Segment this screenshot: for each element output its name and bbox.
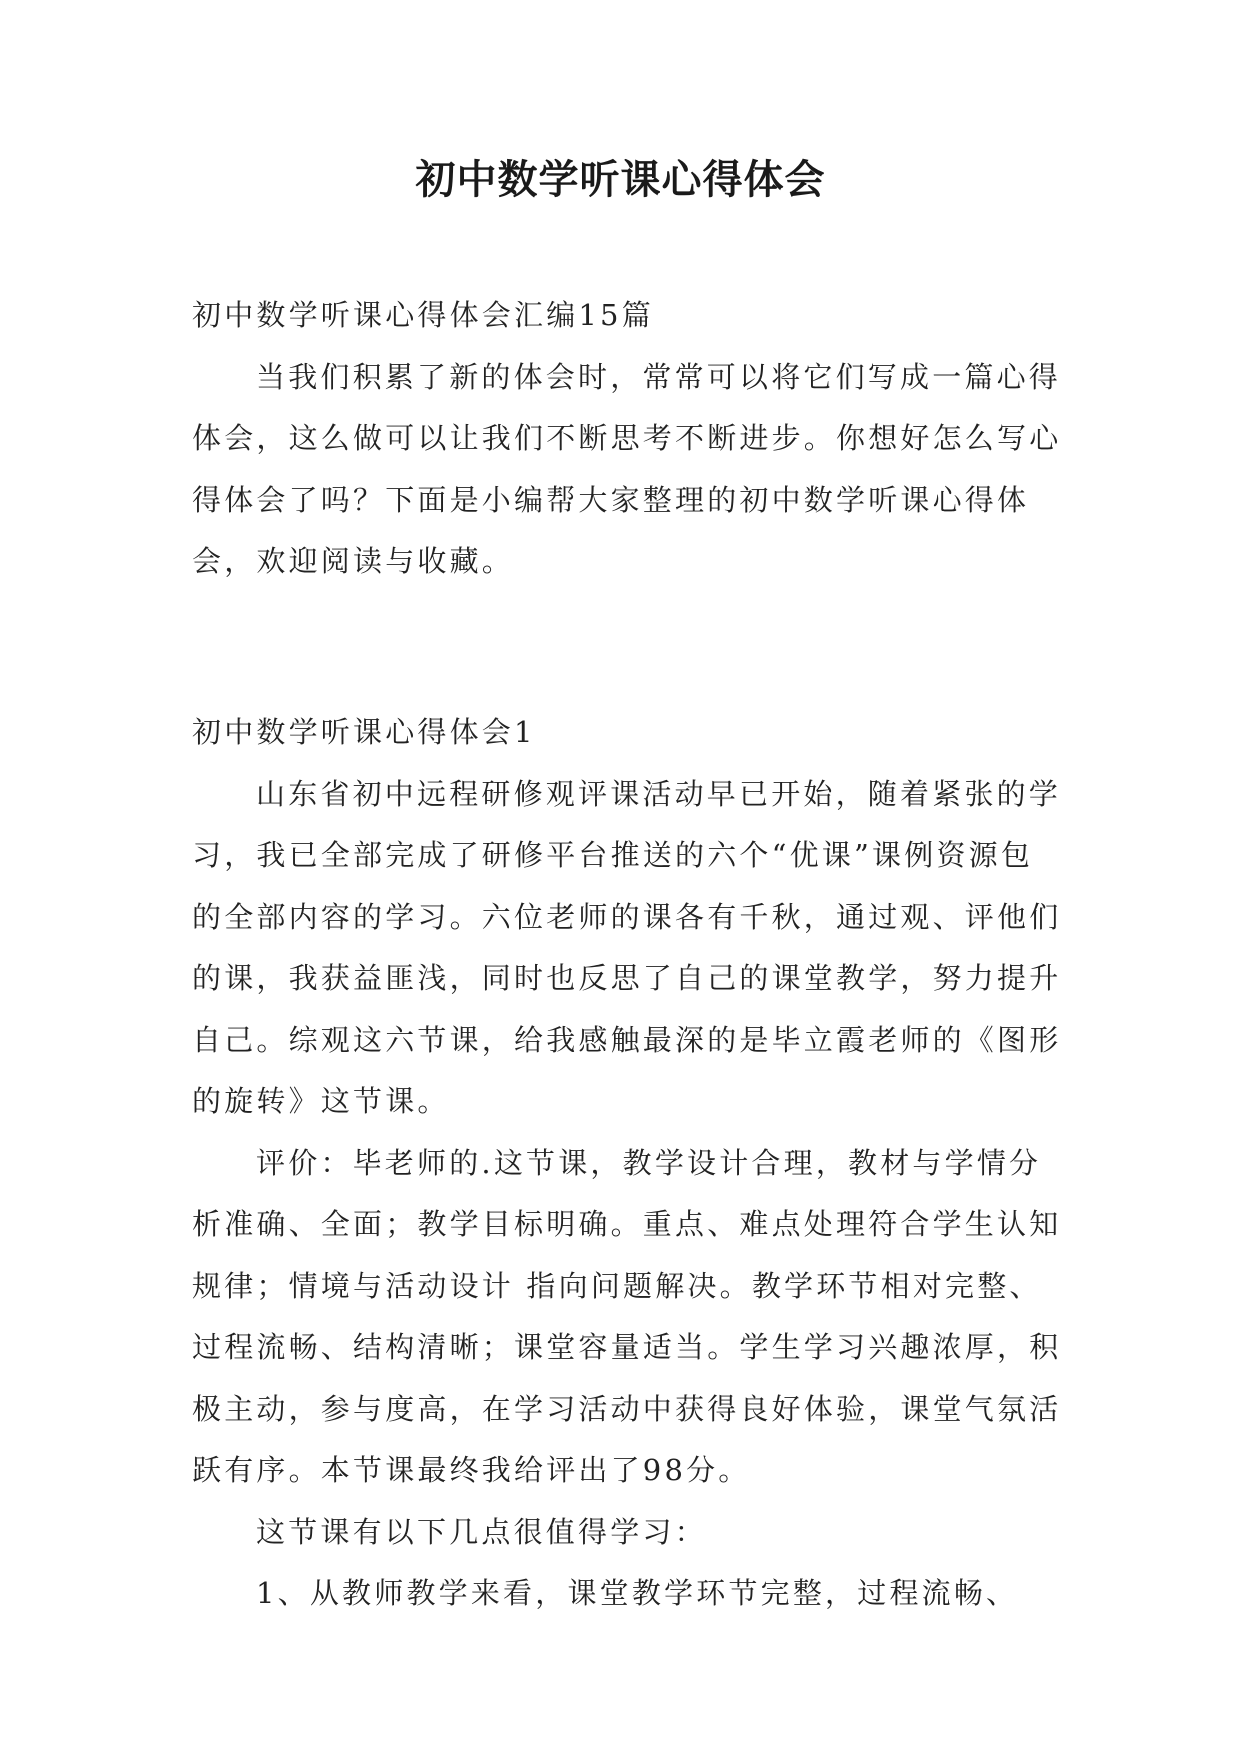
section-1-paragraph-2: 评价：毕老师的.这节课，教学设计合理，教材与学情分析准确、全面；教学目标明确。重点、难点处理符合学生认知规律；情境与活动设计 指向问题解决。教学环节相对完整、过程流畅、结构清晰；课堂容量适当。学生学习兴趣浓厚，积极主动，参与度高，在学习活动中获得良好体验，课堂气氛活跃有序。本节课最终我给评出了98分。 (192, 1145, 1062, 1487)
intro-paragraph: 当我们积累了新的体会时，常常可以将它们写成一篇心得体会，这么做可以让我们不断思考不断进步。你想好怎么写心得体会了吗？下面是小编帮大家整理的初中数学听课心得体会，欢迎阅读与收藏。 (192, 359, 1062, 578)
intro-block (192, 285, 1062, 593)
document-title: 初中数学听课心得体会 (415, 156, 826, 203)
intro-heading: 初中数学听课心得体会汇编15篇 (192, 298, 654, 332)
section-1-heading: 初中数学听课心得体会1 (192, 715, 536, 749)
section-1-paragraph-4: 1、从教师教学来看，课堂教学环节完整，过程流畅、 (256, 1576, 1019, 1610)
section-1-paragraph-3: 这节课有以下几点很值得学习： (256, 1514, 707, 1549)
section-1 (192, 702, 1062, 1625)
section-1-paragraph-1: 山东省初中远程研修观评课活动早已开始，随着紧张的学习，我已全部完成了研修平台推送的六个“优课”课例资源包的全部内容的学习。六位老师的课各有千秋，通过观、评他们的课，我获益匪浅，同时也反思了自己的课堂教学，努力提升自己。综观这六节课，给我感触最深的是毕立霞老师的《图形的旋转》这节课。 (192, 776, 1062, 1118)
